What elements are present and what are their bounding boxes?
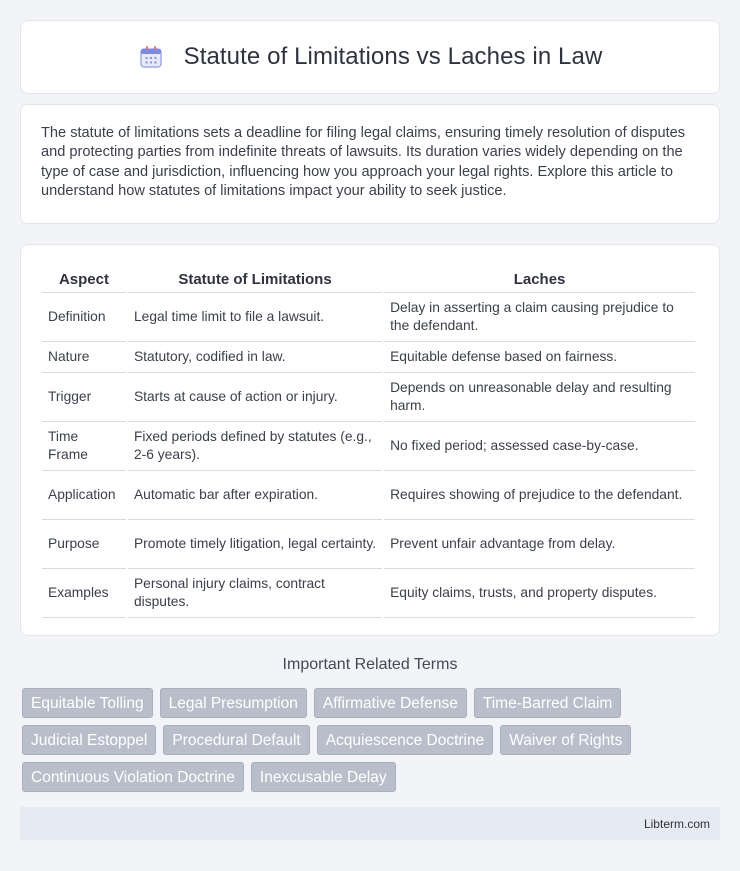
cell-laches: Requires showing of prejudice to the defendant. <box>384 471 695 520</box>
related-term-tag[interactable]: Equitable Tolling <box>22 688 153 718</box>
related-term-tag[interactable]: Inexcusable Delay <box>251 762 396 792</box>
related-term-tag[interactable]: Continuous Violation Doctrine <box>22 762 244 792</box>
footer-site-link[interactable]: Libterm.com <box>643 816 710 831</box>
cell-statute: Legal time limit to file a lawsuit. <box>128 293 382 342</box>
cell-aspect: Purpose <box>42 520 126 569</box>
cell-laches: Equity claims, trusts, and property disputes. <box>384 569 695 618</box>
cell-laches: Prevent unfair advantage from delay. <box>384 520 695 569</box>
comparison-table-card <box>20 244 720 636</box>
related-term-tag[interactable]: Judicial Estoppel <box>22 725 156 755</box>
cell-aspect: Definition <box>42 293 126 342</box>
cell-statute: Automatic bar after expiration. <box>128 471 382 520</box>
header-aspect: Aspect <box>42 265 126 293</box>
table-row <box>42 422 695 471</box>
related-term-tag[interactable]: Waiver of Rights <box>500 725 631 755</box>
related-term-tag[interactable]: Affirmative Defense <box>314 688 467 718</box>
intro-text: The statute of limitations sets a deadline for filing legal claims, ensuring timely resolution of disputes and protecting parties from indefinite threats of lawsuits. Its duration varies widely depending on the type of case and jurisdiction, influencing how you approach your legal rights. Explore this article to understand how statutes of limitations impact your ability to seek justice. <box>41 125 686 200</box>
header-statute: Statute of Limitations <box>128 265 382 293</box>
intro-card <box>20 104 720 224</box>
page-title: Statute of Limitations vs Laches in Law <box>183 43 603 70</box>
cell-laches: No fixed period; assessed case-by-case. <box>384 422 695 471</box>
footer <box>20 807 720 840</box>
table-row <box>42 520 695 569</box>
cell-aspect: Trigger <box>42 373 126 422</box>
header-laches: Laches <box>384 265 695 293</box>
header-card <box>20 20 720 94</box>
table-row <box>42 293 695 342</box>
cell-aspect: Application <box>42 471 126 520</box>
cell-aspect: Examples <box>42 569 126 618</box>
calendar-icon <box>138 44 164 70</box>
related-term-tag[interactable]: Legal Presumption <box>160 688 307 718</box>
table-row <box>42 342 695 373</box>
cell-laches: Equitable defense based on fairness. <box>384 342 695 373</box>
table-row <box>42 569 695 618</box>
cell-aspect: Time Frame <box>42 422 126 471</box>
cell-statute: Starts at cause of action or injury. <box>128 373 382 422</box>
cell-statute: Personal injury claims, contract disputes. <box>128 569 382 618</box>
cell-statute: Promote timely litigation, legal certainty. <box>128 520 382 569</box>
cell-statute: Fixed periods defined by statutes (e.g., 2-6 years). <box>128 422 382 471</box>
table-row <box>42 373 695 422</box>
related-term-tag[interactable]: Time-Barred Claim <box>474 688 621 718</box>
cell-laches: Delay in asserting a claim causing prejudice to the defendant. <box>384 293 695 342</box>
related-terms-title: Important Related Terms <box>282 656 458 673</box>
comparison-table <box>40 265 697 618</box>
cell-statute: Statutory, codified in law. <box>128 342 382 373</box>
cell-aspect: Nature <box>42 342 126 373</box>
table-header-row <box>42 265 695 293</box>
cell-laches: Depends on unreasonable delay and resulting harm. <box>384 373 695 422</box>
table-row <box>42 471 695 520</box>
related-term-tag[interactable]: Acquiescence Doctrine <box>317 725 494 755</box>
related-terms-list <box>22 688 722 792</box>
related-term-tag[interactable]: Procedural Default <box>163 725 309 755</box>
